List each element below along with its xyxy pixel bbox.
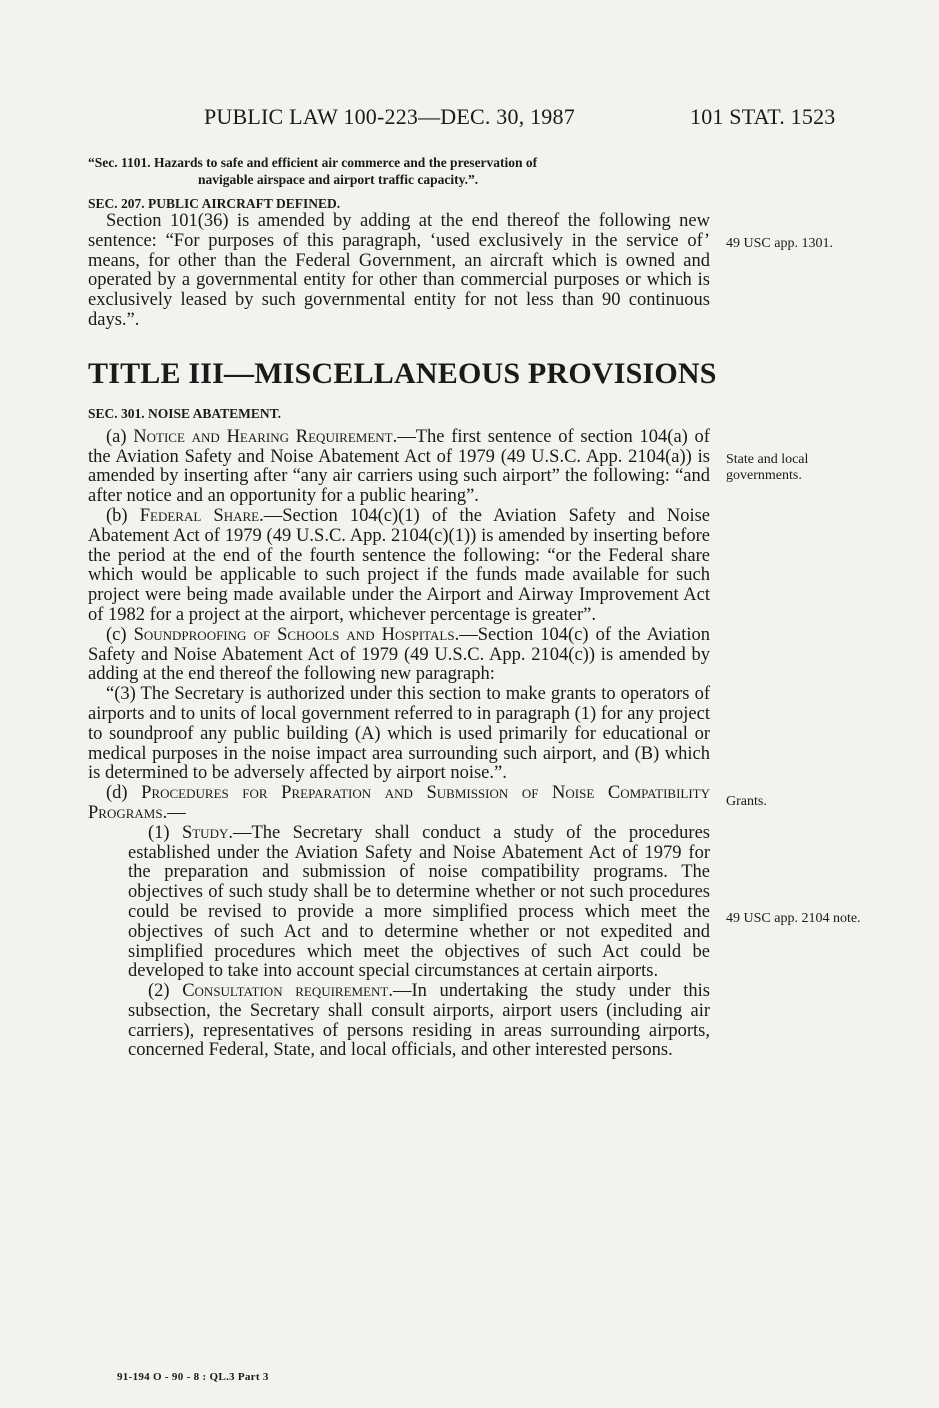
subsection-a-text: .—The first sentence of section 104(a) of the Aviation Safety and Noise Abatement Act of 1979 (49 U.S.C. App. 2104(a)) is amended by inserting after “any air carriers using such airport” the following: “and after notice and an opportunity for a public hearing”. <box>88 426 710 507</box>
sec-207-heading: SEC. 207. PUBLIC AIRCRAFT DEFINED. <box>88 196 341 211</box>
sec-1101-line1: “Sec. 1101. Hazards to safe and efficient air commerce and the preservation of <box>88 155 538 170</box>
header-title: PUBLIC LAW 100-223—DEC. 30, 1987 <box>204 104 575 129</box>
sec-1101-heading <box>88 154 710 188</box>
subsection-b-caption: Federal Share <box>139 505 260 526</box>
sec-1101-line2: navigable airspace and airport traffic capacity.”. <box>198 172 479 187</box>
page-header <box>0 104 939 134</box>
subsection-c-text: .—Section 104(c) of the Aviation Safety and Noise Abatement Act of 1979 (49 U.S.C. App. 2104(c)) is amended by adding at the end thereof the following new paragraph: <box>88 624 710 685</box>
subsection-b <box>88 507 710 626</box>
subsection-c-caption: Soundproofing of Schools and Hospitals <box>133 624 455 645</box>
subsection-a-label: (a) <box>106 426 134 447</box>
margin-note-grants: Grants. <box>726 794 767 809</box>
margin-note-state-local: State and local governments. <box>726 452 809 483</box>
paragraph-c3: “(3) The Secretary is authorized under this section to make grants to operators of airports and to units of local government referred to in paragraph (1) for any project to soundproof any public building (A) which is used primarily for educational or medical purposes in the noise impact area surrounding such airport, and (B) which is determined to be adversely affected by airport noise.”. <box>88 684 710 784</box>
subsection-d-paragraphs <box>88 824 710 1062</box>
page-footer: 91-194 O - 90 - 8 : QL.3 Part 3 <box>117 1371 269 1383</box>
margin-note-49-usc-1301: 49 USC app. 1301. <box>726 236 833 251</box>
subsection-b-text: .—Section 104(c)(1) of the Aviation Safety and Noise Abatement Act of 1979 (49 U.S.C. App. 2104(c)(1)) is amended by inserting before the period at the end of the fourth sentence the following: “or the Federal share which would be applicable to such project if the funds made available for such project were being made available under the Airport and Airway Improvement Act of 1982 for a project at the airport, whichever percentage is greater”. <box>88 505 710 625</box>
margin-note-49-usc-2104: 49 USC app. 2104 note. <box>726 911 861 926</box>
paragraph-d1-text: .—The Secretary shall conduct a study of the procedures established under the Aviation Safety and Noise Abatement Act of 1979 for the preparation and submission of noise compatibility programs. The objectives of such study shall be to determine whether or not such procedures could be revised to provide a more simplified process which meet the objectives of such Act and to determine whether or not expedited and simplified procedures which meet the objectives of such Act could be developed to take into account special circumstances at certain airports. <box>128 822 711 982</box>
subsection-d-caption: Procedures for Preparation and Submission of Noise Compatibility Programs <box>88 783 710 823</box>
subsection-c-label: (c) <box>106 624 134 645</box>
sec-301-heading: SEC. 301. NOISE ABATEMENT. <box>88 405 282 421</box>
paragraph-d2 <box>128 982 710 1061</box>
sec-207-text: Section 101(36) is amended by adding at the end thereof the following new sentence: “For purposes of this paragraph, ‘used exclusively in the service of’ means, for other than the Federal Government, an aircraft which is owned and operated by a governmental entity for other than commercial purposes or which is exclusively leased by such governmental entity for not less than 90 continuous days.”. <box>88 211 710 330</box>
subsection-d-label: (d) <box>106 783 142 804</box>
subsection-a <box>88 428 710 507</box>
paragraph-d2-label: (2) <box>148 981 183 1002</box>
subsection-a-caption: Notice and Hearing Requirement <box>133 426 393 447</box>
paragraph-d1-label: (1) <box>148 822 182 843</box>
subsection-c <box>88 626 710 685</box>
subsection-d-suffix: .— <box>162 802 186 823</box>
paragraph-d2-text: .—In undertaking the study under this subsection, the Secretary shall consult airports, airport users (including air carriers), representatives of persons residing in areas surrounding airports, concerned Federal, State, and local officials, and other interested persons. <box>128 981 710 1061</box>
subsection-b-label: (b) <box>106 505 140 526</box>
page-body <box>88 154 717 1061</box>
subsection-d <box>88 784 710 824</box>
paragraph-d1-caption: Study <box>181 822 229 843</box>
paragraph-d1 <box>128 824 710 982</box>
header-stat-citation: 101 STAT. 1523 <box>690 104 836 129</box>
title-iii-heading: TITLE III—MISCELLANEOUS PROVISIONS <box>88 356 717 390</box>
paragraph-d2-caption: Consultation requirement <box>182 981 389 1002</box>
